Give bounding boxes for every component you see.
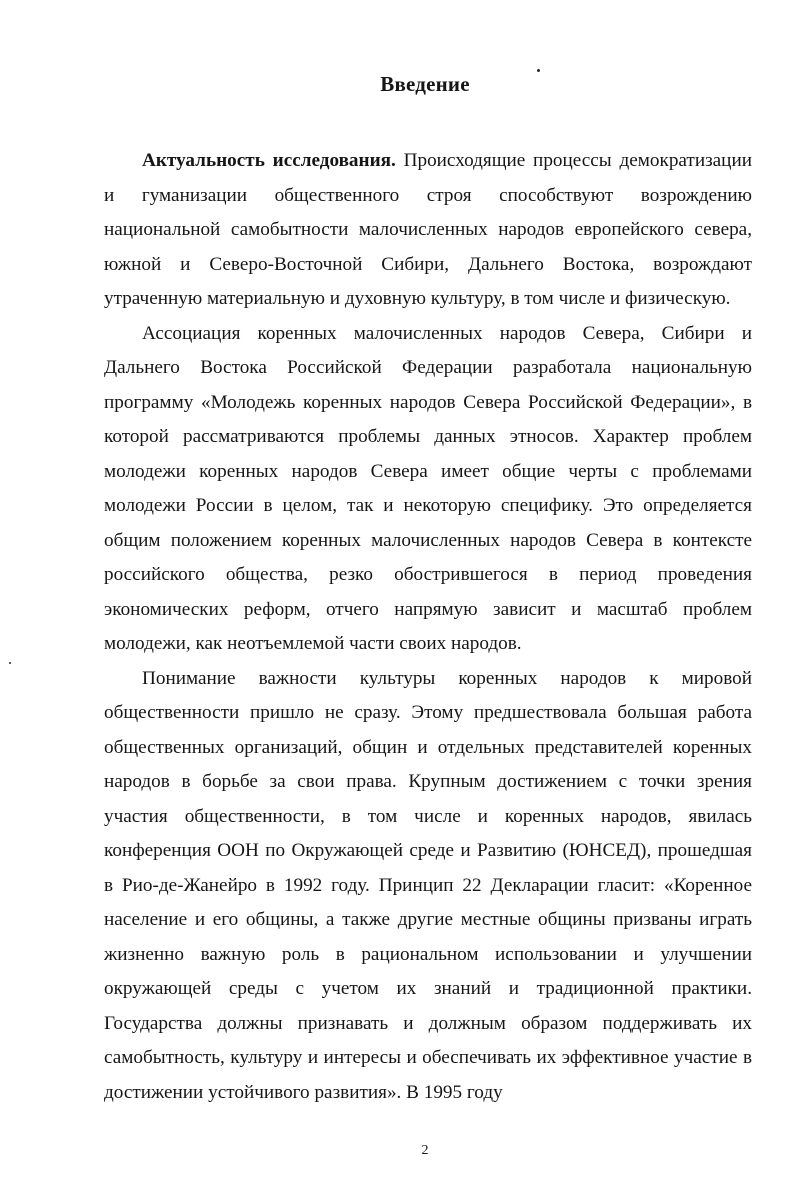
page-title: Введение xyxy=(380,72,470,96)
paragraph-association: Ассоциация коренных малочисленных народов Севера, Сибири и Дальнего Востока Российской Федерации разработала национальную программу «Молодежь коренных народов Севера Российской Федерации», в которой рассматриваются проблемы данных этносов. Характер проблем молодежи коренных народов Севера имеет общие черты с проблемами молодежи России в целом, так и некоторую специфику. Это определяется общим положением коренных малочисленных народов Севера в контексте российского общества, резко обострившегося в период проведения экономических реформ, отчего напрямую зависит и масштаб проблем молодежи, как неотъемлемой части своих народов. xyxy=(104,322,752,654)
paragraph-relevance xyxy=(104,144,752,317)
body-text xyxy=(104,144,752,1110)
paragraph-text: Происходящие процессы демократизации и гуманизации общественного строя способствуют возрождению национальной самобытности малочисленных народов европейского севера, южной и Северо-Восточной Сибири, Дальнего Востока, возрождают утраченную материальную и духовную культуру, в том числе и физическую. xyxy=(104,150,752,309)
paragraph-lead: Актуальность исследования. xyxy=(142,150,396,171)
scan-speck xyxy=(9,662,11,664)
paragraph-understanding: Понимание важности культуры коренных народов к мировой общественности пришло не сразу. Этому предшествовала большая работа общественных организаций, общин и отдельных представителей коренных народов в борьбе за свои права. Крупным достижением с точки зрения участия общественности, в том числе и коренных народов, явилась конференция ООН по Окружающей среде и Развитию (ЮНСЕД), прошедшая в Рио-де-Жанейро в 1992 году. Принцип 22 Декларации гласит: «Коренное население и его общины, а также другие местные общины призваны играть жизненно важную роль в рациональном использовании и улучшении окружающей среды с учетом их знаний и традиционной практики. Государства должны признавать и должным образом поддерживать их самобытность, культуру и интересы и обеспечивать их эффективное участие в достижении устойчивого развития». В 1995 году xyxy=(104,667,752,1103)
page-number: 2 xyxy=(421,1143,429,1158)
